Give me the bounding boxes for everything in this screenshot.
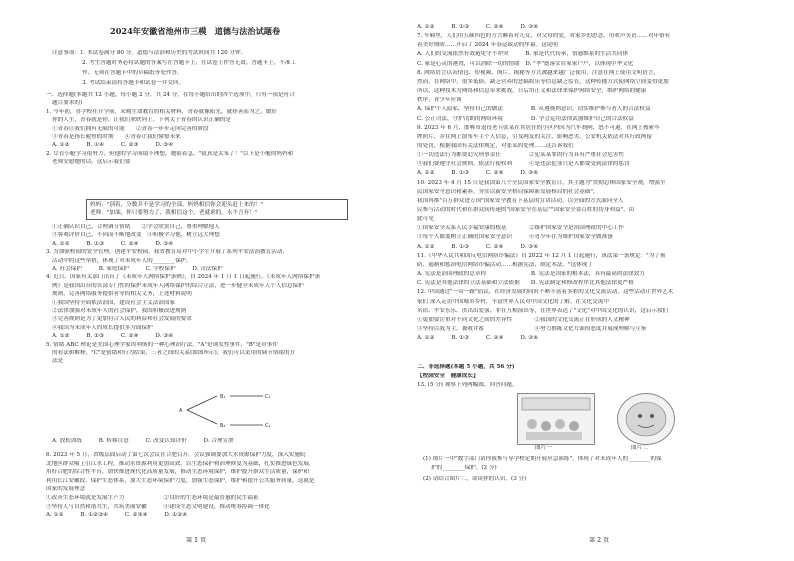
text-line: A. 社会保护 B. 家庭保护 C. 学校保护 D. 司法保护 [52,266,223,272]
text-line: ①国家安全关系人民幸福安康的根基 ②维护国家安全是治国理政的中心工作 [417,225,624,232]
text-line: A. ①② B. ①③ C. ②④ D. ③④ [417,170,539,177]
q13-part1: (1) 图片一中"数字部门请你我参与导学校定期开展应急演练"，体现了对未成年人的________的保 [423,456,662,462]
text-line: A. 宪法是治国理政的总章程 B. 宪法是国家的根本法，具有最高的法律效力 [417,271,645,278]
text-line: 民国家安全意识和素养，夯实以新安全格局保障新发展格局的社会基础"。 [417,188,599,195]
q13-stem: 13. (5 分) 观察下列两幅图，回答问题。 [417,382,518,388]
text-line: 8. 网络语言以表情包、短视频、图片、揭秘等方式被越来越广泛使用，注意在网上使用文明语言， [417,69,660,76]
text-line: 2. 尽管小艇学习很努力，但他的学习成绩不理想，她很着急，"我真是太笨了！"以下是小艇的妈妈和 [46,150,294,157]
text-line: 防、遏制和惩治电信网络诈骗活动……根据宪法，制定本法。"这体现了 [417,261,593,268]
figure-one-image [517,393,595,445]
page-number: 第 2 页 [589,537,610,544]
text-line: ①改善生态环境就是发展生产力 ②良好的生态环境是最普惠的民生福祉 [46,495,259,501]
text-line: 着美好期盼……开启了 2024 年春运或动的序幕。这说明 [417,42,558,49]
section-tag: 【校园安全 健康成长】 [417,373,479,379]
text-line: 所以，这种技术为网络和信息带来挑战，日后用正义和法律来保护网络安全，维护网络的健康 [417,88,647,95]
quote-line: 老师："加油，你只要努力了，我相信这个，老就乖的，永不言弃！" [90,210,258,216]
text-line: A. 保护个人隐私，坚持自己的做法 B. 从遵规则意识，切实维护参与者人的合法权益 [417,106,651,113]
text-line: 用好合肥的综合性平台，加快推进现代化高质量发展，推动生态环境保护，维护提升群众生活质量，保护和 [46,469,309,476]
text-line: 名宿、平安乐乐、洪出出爱演、非在互相演出等，在世界表达了"文化"对中国文化的认识，这启示我们 [417,307,669,314]
figure-one-drawing [518,394,594,444]
text-line: ③我们要遵守社会规则，依法行使权利 ④是违法犯罪只是人都要受到法律的惩罚 [417,161,630,168]
text-line: 12. 中国通过"一带一路"倡议，在经济发展的同时不断丰富着多彩的文化交流活动，这些活动让世界艺术 [417,289,674,296]
text-line: 我国再推"百万群众进万国"国家安全教育下基层的宣讲活动，以全面的方式面向全人 [417,197,624,204]
abc-diagram [175,388,285,432]
text-line: 3. 为加强校园的安全管理，创建平安校园，我省教育局对中小学生开展了系列平安法治教育活动， [46,249,289,256]
text-line: 然而，在网络中，很多低俗、缺乏营养的恶搞娱乐等信息缺乏监管，这种传播方式使网络空间变得更加 [417,78,669,85]
figure-one-caption: 图片一 [535,445,552,451]
abc-node-a: A [179,408,183,414]
text-line: ③完善规则是为了更加符合人民的利益和社会发展的要求 [52,316,192,323]
q5-options: A. 放松训练 B. 转移注意 C. 改变认知评价 D. 合理宣泄 [52,438,234,444]
text-line: A. ①② B. ①③ C. ②④ D. ③④ [52,333,174,340]
text-line: ①我国坚持全面依法治国，建设社会主义法治国家 [52,299,176,306]
abc-edge [187,396,217,410]
text-line: 6. 2023 年 5 月，省级层面启动了第七次会议在合肥召开。会议强调要加大水资源保护力度，深入实施皖 [46,452,306,458]
quote-box [86,199,348,220]
text-line: 此可见 [417,216,434,223]
text-line: 的看法和解释，"C"是情绪和行为结果，三者之间的关系(如图所示)，我们可以采用的调节情绪的方 [52,350,296,356]
notice-line: 注意事项：1. 本试卷满分 80 分。道德与法治和历史的考试时间共 120 分钟。 [52,50,247,56]
text-line: ③青春是扬长避短的时期 ④青春让我们憧憬未来 [52,134,181,140]
text-line: 家们 深入走访中国城市乡村，丰富世界人民对中国文化的了解。在文化交流中 [417,298,609,305]
text-line: ④我国为未成年人的成长提供多方面保护 [52,324,153,331]
figure-two-caption: 图片二 [631,445,648,451]
text-line: 11.《中华人民共和国反电信网络诈骗法》自 2022 年 12 月 1 日起施行，该法第一条规定："为了预 [417,252,666,259]
abc-node-c1: C₁ [265,394,271,400]
text-line: ③坚持以我为主，兼收并蓄 ④努力推陈文化方面的态度并展现理解与互鉴 [417,325,647,332]
text-line: A. ①② B. ①③ C. ②④ D. ③④ [52,240,174,247]
text-line: 规则，完善网络服务提供者等的相关义务，上述材料说明 [52,291,192,298]
text-line: A. ①② B. ①②③④ C. ②③④ D. ①②④ [46,512,188,519]
abc-node-c2: C₂ [265,423,271,429]
text-line: 例》是我国出台的首部专门性的保护未成年人网络保护的综合立法，进一步健全未成年人个人信息保护 [52,282,304,289]
text-line: 国家的发展理念 [46,486,86,493]
abc-node-b2: B₂ [220,423,226,429]
figure-two-image [617,393,675,445]
text-line: ①一切违法行为都要追究刑事责任 ②犯某某罪的行为具有严重社会危害性 [417,152,624,159]
text-line: A. ①② B. ①③ C. ②④ D. ③④ [417,335,539,342]
text-line: 民参与活动的时代和在群众间传递的"国家安全在基层""国家安全靠百姓的切身利益"，由 [417,207,635,213]
text-line: 10. 2023 年 4 月 15 日是我国第八个全民国家安全教育日，其主题为"贯彻总体国家安全观，增强全 [417,179,666,186]
text-line: 老师安慰她的话。这启示我们要 [52,159,131,166]
notice-line: 2. 考生答题时务必将试题的答案写在答题卡上，在试卷上作答无效。答题卡上，不准工 [82,60,297,66]
text-line: 4. 近日，国家有关部门出台了《未成年人网络保护条例》，自 2024 年 1 月 1 日起施行。《未成年人网络保护条 [46,274,321,281]
q13-part1: 护的________保护。(2 分) [431,465,497,471]
text-line: 的处罚，根据我国有关法律规定，对张某的处理……这告诉我们 [417,142,574,149]
abc-edge [187,410,217,424]
notice-line: 作、无须在答题卡中的草稿纸等处作答。 [82,70,183,76]
page-two [401,0,794,561]
part-two-heading: 二、非选择题(本题 5 小题，共 56 分) [417,364,515,370]
text-line: 秩序，青少年应该 [417,97,462,104]
q13-part2: (2) 请结合图片二，谈谈你的认识。(3 分) [423,476,527,482]
text-line: C. 宪法是其他法律的立法基础和立法依据 D. 宪法制定和修改程序比其他法律更严格 [417,280,634,287]
text-line: ③坚持人与自然和谐共生，共筑美丽安徽 ④建设生态文明建设，推动统筹协调一体化 [46,503,270,510]
text-line: 7. 车厢里，人们用五颜四色的方言聊着对儿女、对父母的爱，对家乡的思念，用欢声笑语……对年俗有 [417,33,671,40]
text-line: 北地区群众喝上引江水工程，推动水资源利用更加高效，以生态保护和治理修复为基础，扎实推进绿色发展， [46,460,315,467]
text-line: 5. 情绪 ABC 理论是美国心理学家埃利斯的一种心理治疗法。"A"是诱发性事件，"B"是对事件 [46,341,278,348]
page-number: 第 1 页 [186,537,207,544]
text-line: ①更加要注重对不同文化之间的差异性 ②我国的文化交流正在形成的人文精神 [417,316,630,323]
exam-title: 2024年安徽省池州市三模 道德与法治试题卷 [110,26,281,36]
quote-line: 妈妈："别着，分数并不是学习的全部，妈妈相信你会迎头赶上来的！" [90,202,263,208]
text-line: ②法律加强对未成年人的社会保护，我国积极改进规则 [52,308,187,314]
notice-line: 3. 考试结束请将答题卡和试卷一并交回。 [82,80,185,86]
text-line: ①青春让我们拥有无限的可能 ②青春一步步走向完善的阶段 [52,125,209,132]
text-line: 牌照片，并在网上散布车主个人信息，引发网友的关注，影响恶劣，公安机关依法对其行政拘留 [417,133,652,140]
text-line: A. ①② B. ①③ C. ②④ D. ③④ [417,24,539,30]
text-line: 题目要求的) [52,100,83,107]
text-line: 1. 今年初，各学校在开学前，采购生命教育的相关材料，青春就像阳光，就择善而为之，做好 [46,108,277,115]
text-line: 活动中的这些举措，体现了对未成年人的________保护。 [52,257,192,264]
figure-two-drawing [618,394,674,444]
text-line: A. ①② B. ①④ C. ②③ D. ③④ [52,142,174,149]
text-line: ①正确认识自己，合理调节情绪 ②学会欣赏自己，尊重理解他人 [52,224,220,230]
text-line: 你的人生，青春就是你，让我们欢欣向上。下列关于青春的认识正确的是 [52,117,232,124]
text-line: C. 公正司法，守护清朗的网络环境 D. 学会运用法律武器维护自己的合法权益 [417,115,634,122]
text-line: 一、选择题(本题共 12 小题，每小题 2 分，共 24 分。在每小题给出的四个选项中，只有一项是符合 [46,92,295,98]
text-line: A. ①② B. ①③ C. ②④ D. ③④ [417,243,539,250]
text-line: C. 家是心灵的港湾，可以消除一切的情绪 D. "孝"德落实在家家户户，以体现中华文化 [417,60,634,67]
text-line: 法是 [52,358,64,365]
text-line: A. 人们的交流依然有效避免守不冲突 B. 家是代代传承，情感维系的生活共同体 [417,51,629,58]
text-line: 9. 2023 年 6 月，邯郸市退役老兵张某在其居住的小区内因为汽车刹闸，怒不可遏，在网上搜索车 [417,124,660,131]
text-line: ③客观评价自己，不因而不断地改变 ④积极学习他，树立远大理想 [52,232,220,239]
abc-node-b1: B₁ [220,394,226,400]
text-line: ③每个人都要树立正确的国家安全意识 ④青少年在为维护国家安全做准备 [417,234,613,241]
text-line: 利用长江安徽段、保护生态体系，加大生态环境保护力度，加强生态保护，维护和提升公共服务质量。这就是 [46,477,315,484]
